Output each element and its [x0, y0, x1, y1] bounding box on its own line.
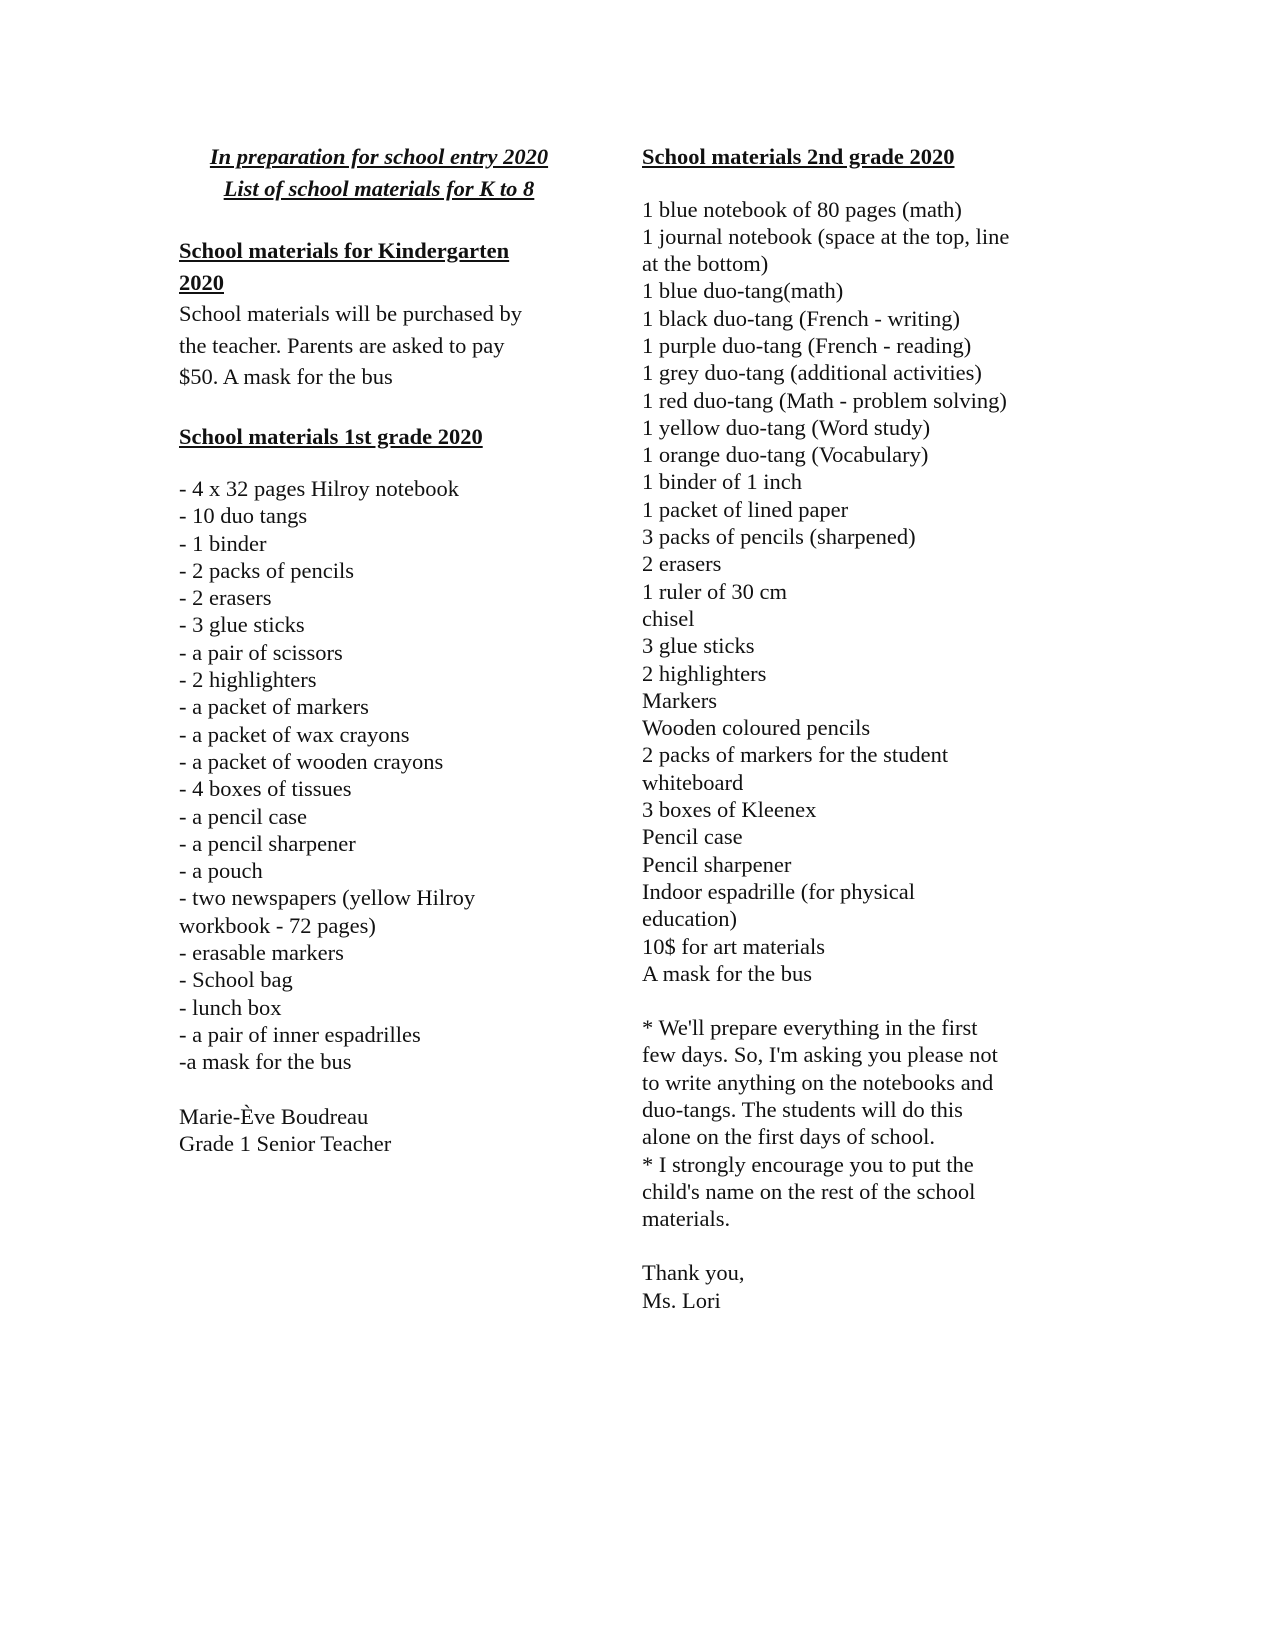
- list-item: - a packet of markers: [179, 694, 369, 720]
- list-item: - 1 binder: [179, 530, 267, 556]
- kindergarten-heading-line-1: School materials for Kindergarten: [179, 238, 510, 263]
- grade1-signature: [179, 1103, 579, 1158]
- list-item: Wooden coloured pencils: [642, 715, 871, 741]
- list-item: 3 boxes of Kleenex: [642, 797, 817, 823]
- note-line: child's name on the rest of the school: [642, 1178, 976, 1204]
- note-line: * I strongly encourage you to put the: [642, 1151, 974, 1177]
- list-item: - a pair of scissors: [179, 639, 343, 665]
- list-item: 3 glue sticks: [642, 633, 755, 659]
- grade1-heading: School materials 1st grade 2020: [179, 423, 483, 449]
- list-item: 2 packs of markers for the student: [642, 742, 949, 768]
- grade1-section: [179, 421, 579, 1158]
- list-item: A mask for the bus: [642, 960, 812, 986]
- list-item: 3 packs of pencils (sharpened): [642, 524, 916, 550]
- list-item: - a pouch: [179, 858, 263, 884]
- list-item: 1 yellow duo-tang (Word study): [642, 414, 931, 440]
- kindergarten-text-line: $50. A mask for the bus: [179, 364, 393, 389]
- list-item: -a mask for the bus: [179, 1049, 352, 1075]
- list-item: - 4 boxes of tissues: [179, 776, 352, 802]
- note-line: materials.: [642, 1206, 731, 1232]
- list-item: 1 blue duo-tang(math): [642, 278, 844, 304]
- list-item: - two newspapers (yellow Hilroy: [179, 885, 476, 911]
- list-item: 1 journal notebook (space at the top, line: [642, 223, 1010, 249]
- list-item: 1 orange duo-tang (Vocabulary): [642, 442, 929, 468]
- note-line: few days. So, I'm asking you please not: [642, 1042, 998, 1068]
- note-line: alone on the first days of school.: [642, 1124, 936, 1150]
- kindergarten-text-line: the teacher. Parents are asked to pay: [179, 332, 505, 358]
- grade2-notes: [642, 1014, 1062, 1232]
- list-item: Markers: [642, 687, 717, 713]
- right-column: [642, 141, 1062, 1314]
- grade2-heading: School materials 2nd grade 2020: [642, 144, 955, 169]
- closing-line: Thank you,: [642, 1260, 745, 1286]
- list-item: chisel: [642, 605, 695, 631]
- list-item: - a pencil sharpener: [179, 830, 356, 856]
- list-item: - erasable markers: [179, 940, 344, 966]
- list-item: - 2 erasers: [179, 585, 272, 611]
- kindergarten-section: [179, 235, 579, 393]
- list-item: - 2 highlighters: [179, 667, 317, 693]
- grade2-closing: [642, 1259, 1062, 1314]
- teacher-title: Grade 1 Senior Teacher: [179, 1130, 392, 1156]
- list-item: 1 red duo-tang (Math - problem solving): [642, 387, 1007, 413]
- note-line: duo-tangs. The students will do this: [642, 1097, 963, 1122]
- list-item: - 10 duo tangs: [179, 503, 308, 529]
- list-item: - a packet of wooden crayons: [179, 748, 444, 774]
- list-item: education): [642, 906, 737, 932]
- grade2-list: [642, 196, 1062, 988]
- note-line: * We'll prepare everything in the first: [642, 1015, 978, 1041]
- grade2-section: [642, 141, 1062, 1314]
- list-item: 1 black duo-tang (French - writing): [642, 305, 961, 331]
- title-line-1: In preparation for school entry 2020: [209, 144, 549, 169]
- kindergarten-text-line: School materials will be purchased by: [179, 301, 523, 326]
- teacher-name: Ms. Lori: [642, 1287, 721, 1313]
- note-line: to write anything on the notebooks and: [642, 1069, 994, 1095]
- list-item: whiteboard: [642, 769, 744, 795]
- list-item: - a pencil case: [179, 803, 308, 829]
- list-item: - 3 glue sticks: [179, 612, 305, 638]
- grade1-list: [179, 475, 579, 1076]
- list-item: 2 highlighters: [642, 660, 767, 686]
- list-item: workbook - 72 pages): [179, 912, 376, 938]
- list-item: - 4 x 32 pages Hilroy notebook: [179, 476, 459, 501]
- list-item: 1 blue notebook of 80 pages (math): [642, 196, 962, 222]
- list-item: - lunch box: [179, 994, 282, 1020]
- list-item: Pencil case: [642, 824, 743, 850]
- list-item: Indoor espadrille (for physical: [642, 878, 916, 904]
- kindergarten-heading-line-2: 2020: [179, 269, 224, 295]
- teacher-name: Marie-Ève Boudreau: [179, 1103, 369, 1129]
- list-item: 1 packet of lined paper: [642, 496, 849, 522]
- list-item: 10$ for art materials: [642, 933, 826, 959]
- list-item: at the bottom): [642, 251, 769, 277]
- list-item: 1 ruler of 30 cm: [642, 578, 787, 604]
- list-item: 1 grey duo-tang (additional activities): [642, 360, 982, 386]
- title-line-2: List of school materials for K to 8: [223, 175, 535, 201]
- list-item: - School bag: [179, 967, 293, 993]
- left-column: [179, 141, 579, 1157]
- list-item: - a pair of inner espadrilles: [179, 1021, 421, 1047]
- list-item: - a packet of wax crayons: [179, 721, 410, 747]
- list-item: 1 binder of 1 inch: [642, 469, 802, 495]
- list-item: 2 erasers: [642, 551, 722, 577]
- list-item: Pencil sharpener: [642, 851, 792, 877]
- list-item: 1 purple duo-tang (French - reading): [642, 332, 972, 358]
- list-item: - 2 packs of pencils: [179, 557, 354, 583]
- document-title: [179, 141, 579, 204]
